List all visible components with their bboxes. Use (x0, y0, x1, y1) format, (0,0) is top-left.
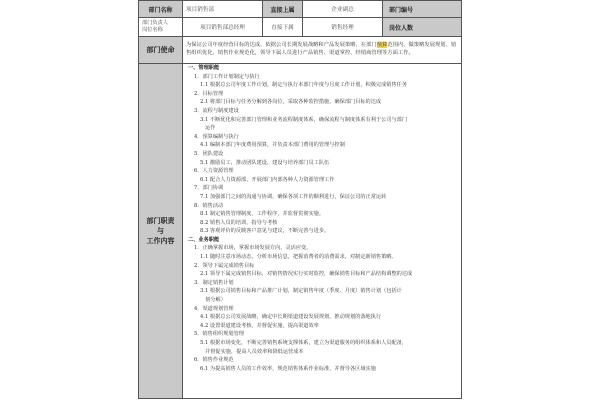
duty-line: 5.1 根据市场变化，不断完善销售系统支撑体系，建立为渠道服务的组织体系和人员配备， (200, 340, 408, 346)
direct-superior-value: 企业副总 (303, 1, 383, 18)
duty-line: 4．预算编制与执行 (194, 133, 239, 140)
duty-line: 6.1 为提高销售人员的工作效率，规范销售体系作业标准，并督导各区域实施 (200, 365, 376, 372)
duty-line: 运作 (205, 125, 216, 132)
duty-line: 5．团队建设 (194, 150, 224, 157)
duties-label-line3: 工作内容 (146, 236, 175, 245)
mission-text (183, 37, 462, 64)
duty-line: 8.3 客观评价的反映客户意见与建议，不断完善与进步。 (200, 228, 330, 235)
duties-label-line1: 部门职责 (146, 216, 175, 225)
direct-sub-value: 销售经理 (303, 18, 383, 37)
duty-line: 1．正确掌握市场，掌握市场发展方向，灵活应变。 (194, 245, 312, 252)
headcount-label: 岗位人数 (383, 18, 462, 37)
duty-line: 划分解） (205, 297, 226, 304)
duty-line: 并督促实施，提高人员效率和降低运营成本 (205, 348, 304, 355)
duty-line: 4.2 设置渠道建设考核，并督促实施，提高渠道效率 (200, 322, 319, 329)
mission-row (139, 37, 462, 64)
header-row (139, 1, 462, 18)
mission-text-b: 范围内，做策略发展规划、销售组织优化、销售作业规范化，领导下属人员进行产品销售、渠道掌控、经销商管理等方面工作。 (186, 42, 457, 56)
head-position-label (139, 18, 183, 37)
duty-line: 3.1 不断优化和完善部门管理和业务流程制度体系，确保流程与制度体系有利于公司与部门 (200, 116, 408, 123)
direct-superior-label: 直接上属 (263, 1, 303, 18)
duty-section-heading: 二、业务职能 (188, 236, 220, 243)
head-label-line1: 部门负责人 (142, 20, 168, 26)
duty-line: 8．销售活动 (194, 202, 224, 209)
direct-sub-label: 直接下属 (263, 18, 303, 37)
duty-line: 2.1 将部门目标与任务分解到各岗位，采取各种监控措施，确保部门目标的达成 (200, 99, 382, 106)
duty-line: 3.1 根据公司销售目标和产品推广计划，制定销售年度（季度、月度）销售计划（包括计 (200, 288, 402, 295)
mission-highlight: 预算 (376, 42, 388, 49)
duties-label (139, 64, 183, 399)
mission-text-a: 为保证公司年度经营目标的达成，依据公司长期发展战略和产品发展策略，在部门 (186, 42, 377, 49)
duty-line: 2.1 领导下属完成销售目标，对销售情况实行实时监控，确保销售目标和产品结构调整的达成 (200, 271, 413, 278)
head-row (139, 18, 462, 37)
mission-label: 部门使命 (139, 37, 183, 64)
duty-line: 6．人力资源管理 (194, 168, 234, 175)
duty-line: 4.1 根据总公司发展战略，确定中长期渠道建设发展规划，推动规划的落地执行 (200, 314, 382, 321)
duty-line: 2．目标管理 (194, 90, 224, 97)
duty-line: 2．领导下属完成销售目标 (194, 262, 255, 269)
duty-line: 3．制定销售计划 (194, 279, 234, 286)
duty-line: 8.1 制定销售管理制度、工作程序，并监督贯彻实施。 (200, 211, 325, 218)
dept-name-value: 项目销售部 (183, 1, 263, 18)
duty-line: 6．销售作业规范 (194, 357, 234, 364)
duty-line: 5.1 激励员工，推动团队建设，建设与培养部门员工队伍 (200, 159, 330, 166)
duties-content (183, 64, 462, 399)
department-duties-table (138, 0, 462, 399)
duty-line: 8.2 销售人员的培训、指导与考核 (200, 219, 278, 226)
head-position-value: 项目销售部总经理 (183, 18, 263, 37)
dept-name-label: 部门名称 (139, 1, 183, 18)
duty-section-heading: 一、管理职能 (188, 65, 220, 71)
duty-line: 6.1 配合人力资源部，开展部门内部各种人力资源管理工作 (200, 176, 335, 183)
dept-code-label: 部门编号 (383, 1, 462, 18)
head-label-line2: 岗位名称 (142, 27, 163, 33)
duty-line: 5．销售组织规划管理 (194, 331, 244, 338)
duty-line: 3．流程与制度建设 (194, 107, 239, 114)
duty-line: 1．部门工作计划制定与执行 (194, 73, 260, 80)
duties-row (139, 64, 462, 399)
duty-line: 7．部门协调 (194, 185, 224, 192)
duty-lines (186, 64, 458, 373)
duty-line: 1.1 随时注意市场动态，分析市场信息，把握消费者的消费需求，对制定新销售策略。 (200, 254, 397, 261)
duty-line: 4.1 编制本部门年度费用预算，并负责本部门费用的管理与控制 (200, 142, 345, 149)
duty-line: 7.1 加强部门之间的沟通与协调，确保各项工作的顺利进行，保证公司的正常运转 (200, 193, 387, 200)
duties-label-line2: 与 (157, 226, 164, 235)
duty-line: 4．渠道规划管理 (194, 305, 234, 312)
duty-line: 1.1 根据总公司年度工作计划，制定与执行本部门年度与月度工作计划，积极完成销售任务 (200, 82, 408, 89)
